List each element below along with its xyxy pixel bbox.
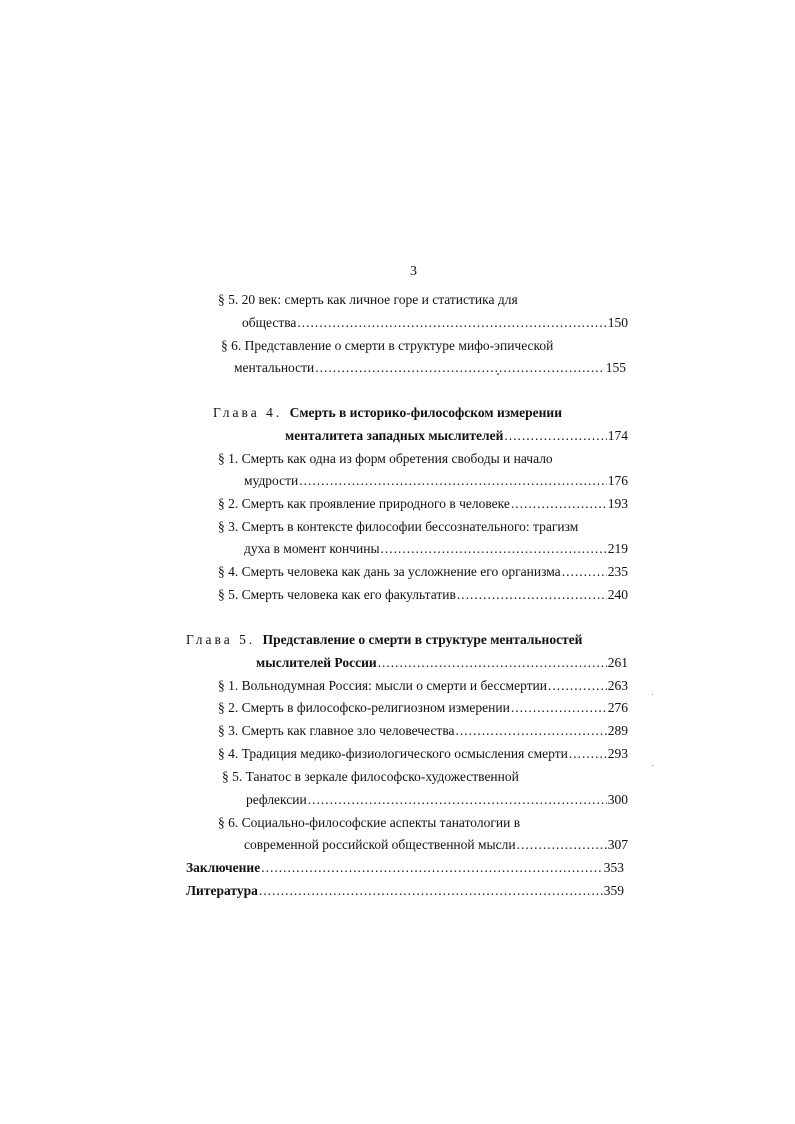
toc-page-number: 155 <box>605 360 626 375</box>
dot-leader <box>378 654 607 672</box>
toc-entry-text: рефлексии <box>246 792 307 807</box>
dot-leader <box>456 722 607 740</box>
toc-chapter-4-heading <box>213 404 562 422</box>
toc-page-number: 263 <box>607 678 628 693</box>
toc-entry-text: § 4. Традиция медико-физиологического осмысления смерти <box>218 746 568 761</box>
dot-leader <box>504 427 606 445</box>
toc-chapter-5-heading <box>186 631 582 649</box>
dot-leader <box>457 586 607 604</box>
chapter-title: Смерть в историко-философском измерении <box>289 405 562 420</box>
toc-page-number: 219 <box>607 541 628 556</box>
toc-entry-ch4-s2[interactable] <box>218 495 628 513</box>
toc-page-number: 176 <box>607 473 628 488</box>
toc-entry-text: § 2. Смерть как проявление природного в человеке <box>218 496 510 511</box>
dot-leader <box>308 791 607 809</box>
toc-entry-text: Литература <box>186 883 258 898</box>
toc-entry-ch5-s2[interactable] <box>218 699 628 717</box>
dot-leader <box>511 495 607 513</box>
toc-entry-s5-20th-century-line1: § 5. 20 век: смерть как личное горе и статистика для <box>218 292 518 307</box>
toc-entry-chapter-4[interactable] <box>285 427 628 445</box>
dot-leader <box>315 359 604 377</box>
toc-page-number: 293 <box>607 746 628 761</box>
toc-entry-ch5-s3[interactable] <box>218 722 628 740</box>
toc-entry-text: § 4. Смерть человека как дань за усложнение его организма <box>218 564 561 579</box>
toc-page-number: 150 <box>607 315 628 330</box>
toc-entry-text: мудрости <box>244 473 299 488</box>
toc-entry-ch5-s1[interactable] <box>218 677 628 695</box>
dot-leader <box>548 677 607 695</box>
toc-entry-literature[interactable] <box>186 882 624 900</box>
toc-entry-s6-myth[interactable] <box>234 359 626 377</box>
scan-speck <box>652 765 653 766</box>
dot-leader <box>569 745 607 763</box>
toc-entry-ch4-s5[interactable] <box>218 586 628 604</box>
toc-entry-ch5-s6-line1: § 6. Социально-философские аспекты танатологии в <box>218 815 521 830</box>
toc-entry-text: современной российской общественной мысли <box>244 837 516 852</box>
toc-entry-text: § 3. Смерть как главное зло человечества <box>218 723 455 738</box>
toc-entry-text: общества <box>242 315 297 330</box>
toc-entry-text: ментальности <box>234 360 315 375</box>
toc-entry-ch5-s6[interactable] <box>244 836 628 854</box>
toc-entry-ch5-s4[interactable] <box>218 745 628 763</box>
dot-leader <box>562 563 607 581</box>
toc-page-number: 300 <box>607 792 628 807</box>
dot-leader <box>511 699 607 717</box>
toc-entry-ch4-s4[interactable] <box>218 563 628 581</box>
toc-entry-conclusion[interactable] <box>186 859 624 877</box>
toc-entry-ch4-s1[interactable] <box>244 472 628 490</box>
scan-speck <box>497 373 499 375</box>
dot-leader <box>299 472 606 490</box>
dot-leader <box>259 882 603 900</box>
toc-entry-ch5-s5-line1: § 5. Танатос в зеркале философско-художественной <box>222 769 519 784</box>
toc-page-number: 353 <box>603 860 624 875</box>
toc-page-number: 174 <box>607 428 628 443</box>
toc-page-number: 289 <box>607 723 628 738</box>
toc-page-number: 261 <box>607 655 628 670</box>
toc-entry-s6-myth-line1: § 6. Представление о смерти в структуре мифо-эпической <box>221 338 554 353</box>
toc-entry-ch5-s5[interactable] <box>246 791 628 809</box>
dot-leader <box>261 859 603 877</box>
page-number: 3 <box>410 264 417 279</box>
toc-page-number: 235 <box>607 564 628 579</box>
chapter-title: Представление о смерти в структуре ментальностей <box>262 632 583 647</box>
toc-entry-text: Заключение <box>186 860 261 875</box>
toc-entry-ch4-s3[interactable] <box>244 540 628 558</box>
toc-entry-text: § 1. Вольнодумная Россия: мысли о смерти и бессмертии <box>218 678 547 693</box>
toc-page-number: 193 <box>607 496 628 511</box>
toc-entry-chapter-5[interactable] <box>256 654 628 672</box>
toc-page-number: 307 <box>607 837 628 852</box>
chapter-label: Глава 4. <box>213 405 283 420</box>
toc-entry-ch4-s1-line1: § 1. Смерть как одна из форм обретения свободы и начало <box>218 451 553 466</box>
toc-entry-text: мыслителей России <box>256 655 377 670</box>
toc-entry-text: § 5. Смерть человека как его факультатив <box>218 587 456 602</box>
toc-entry-text: § 2. Смерть в философско-религиозном измерении <box>218 700 510 715</box>
toc-page-number: 276 <box>607 700 628 715</box>
toc-page-number: 240 <box>607 587 628 602</box>
toc-entry-text: духа в момент кончины <box>244 541 380 556</box>
scan-speck <box>652 694 653 695</box>
dot-leader <box>517 836 607 854</box>
chapter-label: Глава 5. <box>186 632 256 647</box>
toc-entry-s5-20th-century[interactable] <box>242 314 628 332</box>
toc-page-number: 359 <box>603 883 624 898</box>
dot-leader <box>297 314 606 332</box>
toc-entry-ch4-s3-line1: § 3. Смерть в контексте философии бессознательного: трагизм <box>218 519 579 534</box>
dot-leader <box>381 540 607 558</box>
toc-entry-text: менталитета западных мыслителей <box>285 428 504 443</box>
